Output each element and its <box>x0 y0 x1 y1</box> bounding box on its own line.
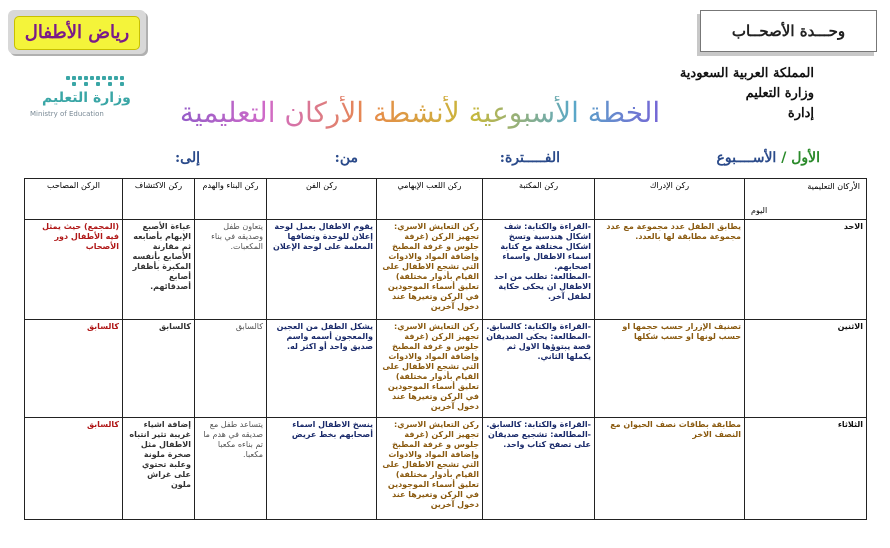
table-cell: -القراءة والكتابة: كالسابق. -المطالعة: يحكى الصديقان قصة يبتوؤها الاول ثم يكملها الثاني. <box>483 320 595 418</box>
ministry-logo-english: Ministry of Education <box>30 110 104 118</box>
table-cell: ركن التعايش الاسري: تجهيز الركن (غرفة جلوس و غرفة المطبخ وإضافة المواد والادوات التي تشجع الاطفال على القيام بأدوار مختلفة) تعليق أسماء الموجودين في الركن وتغيرها عند دخول آخرين <box>377 320 483 418</box>
day-cell: الاحد <box>745 220 867 320</box>
week-value: الأول / <box>781 150 820 166</box>
stage-label: رياض الأطفال <box>14 16 140 50</box>
table-cell: مطابقة بطاقات نصف الحيوان مع النصف الاخر <box>595 418 745 520</box>
table-cell: عباءة الأصبع الإبهام بأصابعه ثم مقارنة الأصابع بأنفسه المكبرة بأظفار أصابع أصدقائهم. <box>123 220 195 320</box>
table-cell: ينسخ الاطفال اسماء أصحابهم بخط عريض <box>267 418 377 520</box>
table-cell: -القراءة والكتابة: شف اشكال هندسية وتسخ اشكال مختلفة مع كتابة اسماء الاطفال واسماء اصحابهم. -المطالعة: تطلب من احد الاطفال ان يحكى حكاية لطفل آخر. <box>483 220 595 320</box>
table-row <box>25 418 867 520</box>
table-cell: -القراءة والكتابة: كالسابق. -المطالعة: تشجيع صديقان على تصفح كتاب واحد. <box>483 418 595 520</box>
table-cell: تصنيف الإزرار حسب حجمها او حسب لونها او حسب شكلها <box>595 320 745 418</box>
table-cell: (المجمع) حيث يمثل فيه الأطفال دور الأصحاب <box>25 220 123 320</box>
col-building: ركن البناء والهدم <box>195 179 267 220</box>
period-label: الفـــــترة: <box>499 150 560 166</box>
table-cell: كالسابق <box>25 418 123 520</box>
corner-bottom-label: اليوم <box>751 206 768 215</box>
ministry-line: وزارة التعليم <box>745 86 814 101</box>
table-cell: ركن التعايش الاسري: تجهيز الركن (غرفة جلوس و غرفة المطبخ وإضافة المواد والادوات التي تشجع الاطفال على القيام بأدوار مختلفة) تعليق أسماء الموجودين في الركن وتغيرها عند دخول آخرين <box>377 220 483 320</box>
table-row <box>25 320 867 418</box>
col-discovery: ركن الاكتشاف <box>123 179 195 220</box>
col-perception: ركن الإدراك <box>595 179 745 220</box>
week-field <box>717 150 821 166</box>
table-cell: يطابق الطفل عدد مجموعة مع عدد مجموعة مطابقة لها بالعدد. <box>595 220 745 320</box>
col-pretend-play: ركن اللعب الإيهامي <box>377 179 483 220</box>
table-cell: إضافة اشياء غريبة تثير انتباه الاطفال مثل صخرة ملونة وعلبة تحتوي على غراش ملون <box>123 418 195 520</box>
kingdom-line: المملكة العربية السعودية <box>679 66 814 81</box>
col-companion: الركن المصاحب <box>25 179 123 220</box>
plan-title: الخطة الأسبوعية لأنشطة الأركان التعليمية <box>165 96 675 129</box>
corner-header <box>745 179 867 220</box>
stage-badge <box>8 10 146 54</box>
unit-label: وحـــدة الأصحــاب <box>700 10 877 52</box>
table-header-row <box>25 179 867 220</box>
table-cell: كالسابق <box>123 320 195 418</box>
to-label: إلى: <box>175 150 200 166</box>
table-row <box>25 220 867 320</box>
table-cell: يتعاون طفل وصديقه في بناء المكعبات. <box>195 220 267 320</box>
admin-line: إدارة <box>787 106 814 121</box>
table-cell: كالسابق <box>25 320 123 418</box>
day-cell: الاثنين <box>745 320 867 418</box>
table-cell: يشكل الطفل من العجين والمعجون أسمه واسم صديق واحد أو اكثر له. <box>267 320 377 418</box>
corner-top-label: الأركان التعليمية <box>807 182 860 191</box>
table-cell: يتساعد طفل مع صديقه في هدم ما تم بناءه مكعبا مكعبا. <box>195 418 267 520</box>
col-art: ركن الفن <box>267 179 377 220</box>
ministry-logo-icon <box>20 72 145 92</box>
ministry-logo-arabic: وزارة التعليم <box>42 90 131 106</box>
day-cell: الثلاثاء <box>745 418 867 520</box>
week-label: الأســــبوع <box>716 150 777 166</box>
weekly-plan-table <box>24 178 867 520</box>
ministry-logo <box>20 72 145 124</box>
table-cell: يقوم الاطفال بعمل لوحة إعلان للوحدة وتضافها المعلمة على لوحة الإعلان <box>267 220 377 320</box>
table-cell: كالسابق <box>195 320 267 418</box>
table-cell: ركن التعايش الاسري: تجهيز الركن (غرفة جلوس و غرفة المطبخ وإضافة المواد والادوات التي تشجع الاطفال على القيام بأدوار مختلفة) تعليق أسماء الموجودين في الركن وتغيرها عند دخول آخرين <box>377 418 483 520</box>
from-label: من: <box>334 150 358 166</box>
col-library: ركن المكتبة <box>483 179 595 220</box>
